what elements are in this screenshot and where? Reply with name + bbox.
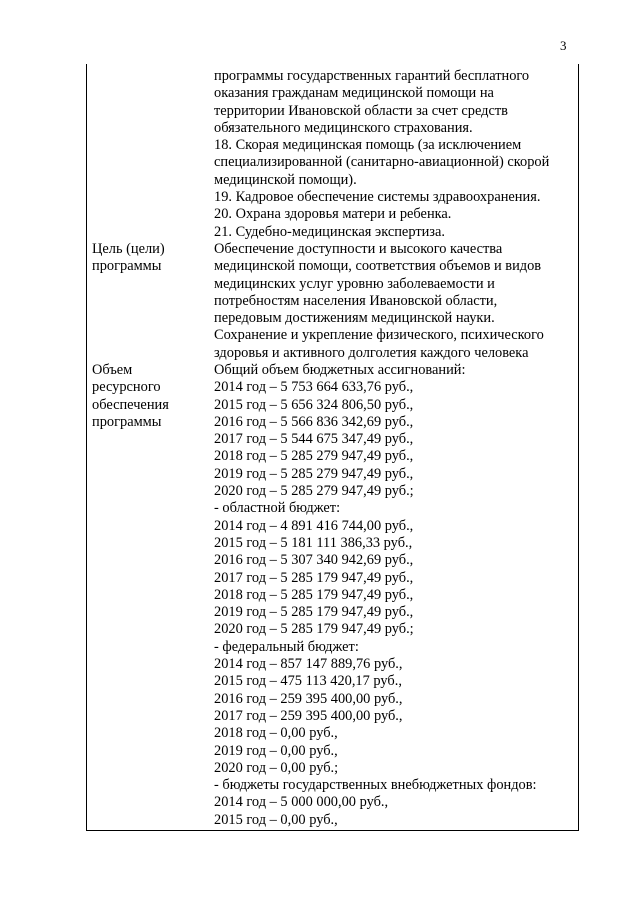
funding-line: 2020 год – 5 285 179 947,49 руб.; — [214, 621, 414, 638]
funding-line: 2016 год – 259 395 400,00 руб., — [214, 690, 403, 707]
continuation-line: территории Ивановской области за счет средств — [214, 102, 508, 119]
goal-label — [92, 241, 204, 276]
funding-line: 2016 год – 5 566 836 342,69 руб., — [214, 413, 414, 430]
funding-line: 2017 год – 259 395 400,00 руб., — [214, 707, 403, 724]
funding-line: 2014 год – 4 891 416 744,00 руб., — [214, 517, 414, 534]
funding-line: 2020 год – 5 285 279 947,49 руб.; — [214, 483, 414, 500]
funding-line: 2020 год – 0,00 руб.; — [214, 759, 339, 776]
goal-line: передовым достижениям медицинской науки. — [214, 310, 495, 327]
funding-line: 2014 год – 857 147 889,76 руб., — [214, 656, 403, 673]
goal-label-line: Цель (цели) — [92, 241, 165, 257]
funding-label — [92, 362, 204, 431]
funding-line: 2014 год – 5 000 000,00 руб., — [214, 794, 389, 811]
funding-line: 2019 год – 0,00 руб., — [214, 742, 338, 759]
funding-line: 2017 год – 5 544 675 347,49 руб., — [214, 431, 414, 448]
continuation-cell — [214, 68, 574, 241]
funding-line: 2018 год – 5 285 179 947,49 руб., — [214, 586, 414, 603]
goal-line: медицинской помощи, соответствия объемов и видов — [214, 258, 542, 275]
funding-line: Общий объем бюджетных ассигнований: — [214, 362, 466, 378]
goal-line: здоровья и активного долголетия каждого человека — [214, 344, 529, 361]
funding-line: 2017 год – 5 285 179 947,49 руб., — [214, 569, 414, 586]
funding-line: 2015 год – 5 656 324 806,50 руб., — [214, 396, 414, 413]
continuation-line: 18. Скорая медицинская помощь (за исключением — [214, 137, 522, 154]
continuation-line: 21. Судебно-медицинская экспертиза. — [214, 223, 445, 240]
goal-line: Обеспечение доступности и высокого качества — [214, 241, 503, 257]
continuation-line: специализированной (санитарно-авиационной) скорой — [214, 154, 550, 171]
funding-text — [214, 362, 574, 829]
funding-line: 2016 год – 5 307 340 942,69 руб., — [214, 552, 414, 569]
funding-line: 2018 год – 0,00 руб., — [214, 725, 338, 742]
funding-line: 2019 год – 5 285 279 947,49 руб., — [214, 465, 414, 482]
program-passport-table — [86, 64, 579, 831]
funding-line: 2014 год – 5 753 664 633,76 руб., — [214, 379, 414, 396]
goal-text — [214, 241, 574, 362]
funding-label-line: обеспечения — [92, 396, 169, 413]
continuation-line: обязательного медицинского страхования. — [214, 119, 473, 136]
funding-line: - бюджеты государственных внебюджетных фондов: — [214, 777, 537, 794]
funding-line: 2015 год – 0,00 руб., — [214, 811, 338, 828]
goal-line: Сохранение и укрепление физического, психического — [214, 327, 544, 344]
continuation-line: 20. Охрана здоровья матери и ребенка. — [214, 206, 452, 223]
funding-label-line: Объем — [92, 362, 133, 378]
continuation-line: 19. Кадровое обеспечение системы здравоохранения. — [214, 189, 541, 206]
goal-line: медицинских услуг уровню заболеваемости и — [214, 275, 495, 292]
continuation-line: оказания гражданам медицинской помощи на — [214, 85, 494, 102]
page-number: 3 — [560, 38, 567, 53]
goal-line: потребностям населения Ивановской области, — [214, 292, 498, 309]
funding-line: 2018 год – 5 285 279 947,49 руб., — [214, 448, 414, 465]
funding-line: - областной бюджет: — [214, 500, 341, 517]
goal-label-line: программы — [92, 258, 162, 275]
funding-label-line: ресурсного — [92, 379, 161, 396]
funding-line: 2015 год – 5 181 111 386,33 руб., — [214, 534, 413, 551]
funding-line: 2015 год – 475 113 420,17 руб., — [214, 673, 402, 690]
continuation-line: медицинской помощи). — [214, 171, 357, 188]
continuation-line: программы государственных гарантий бесплатного — [214, 68, 530, 84]
funding-line: 2019 год – 5 285 179 947,49 руб., — [214, 604, 414, 621]
funding-line: - федеральный бюджет: — [214, 638, 359, 655]
funding-label-line: программы — [92, 413, 162, 430]
